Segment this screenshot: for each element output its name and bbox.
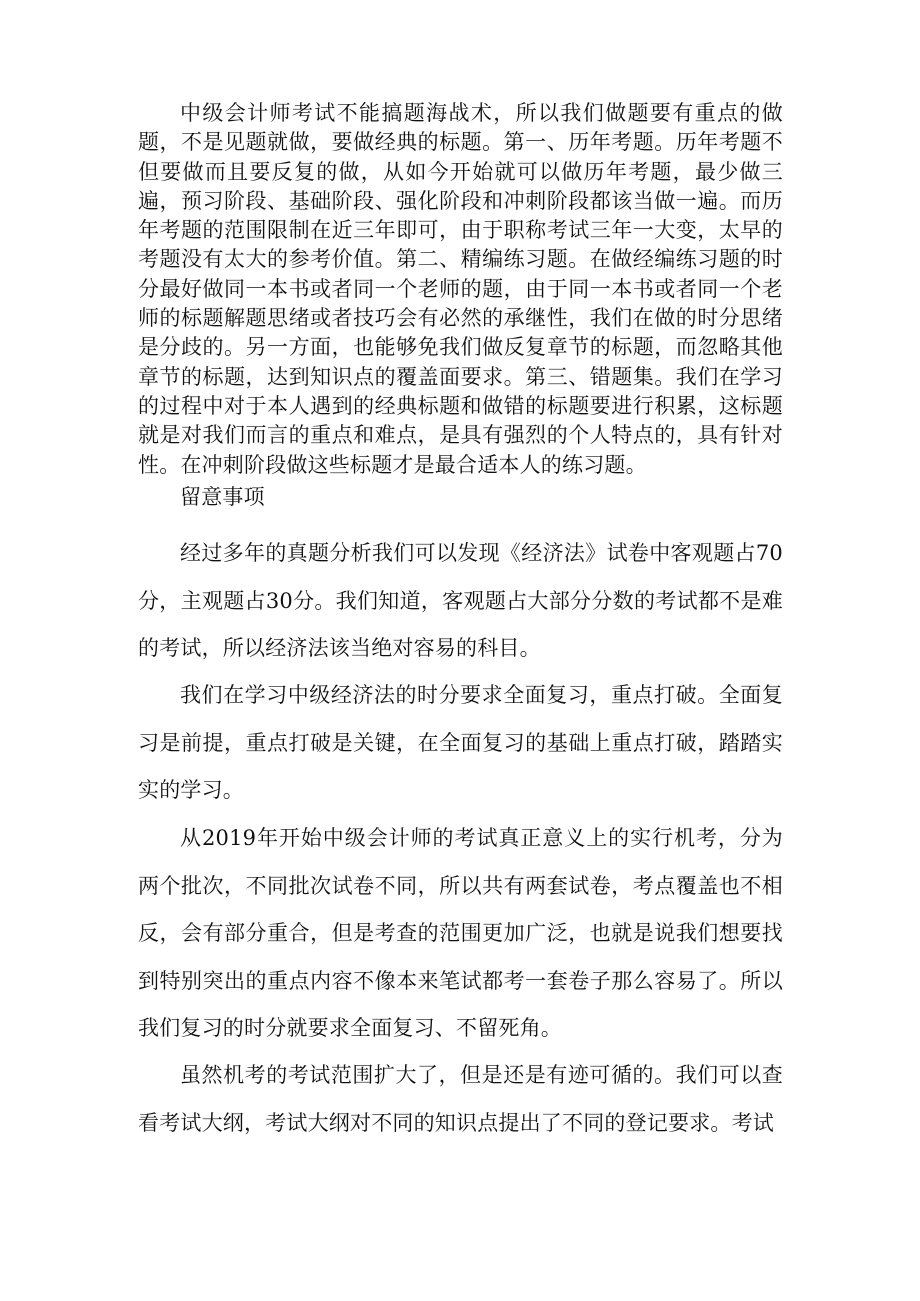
paragraph-computer-exam: 从2019年开始中级会计师的考试真正意义上的实行机考，分为两个批次，不同批次试卷不同，所以共有两套试卷，考点覆盖也不相反，会有部分重合，但是考查的范围更加广泛，也就是说我们想要找到特别突出的重点内容不像本来笔试都考一套卷子那么容易了。所以我们复习的时分就要求全面复习、不留死角。: [138, 826, 783, 1040]
paragraph-comprehensive-review: 我们在学习中级经济法的时分要求全面复习，重点打破。全面复习是前提，重点打破是关键，在全面复习的基础上重点打破，踏踏实实的学习。: [138, 683, 783, 802]
paragraph-exam-outline: 虽然机考的考试范围扩大了，但是还是有迹可循的。我们可以查看考试大纲，考试大纲对不同的知识点提出了不同的登记要求。考试: [138, 1063, 783, 1135]
paragraph-exam-strategy: 中级会计师考试不能搞题海战术，所以我们做题要有重点的做题，不是见题就做，要做经典的标题。第一、历年考题。历年考题不但要做而且要反复的做，从如今开始就可以做历年考题，最少做三遍，预习阶段、基础阶段、强化阶段和冲刺阶段都该当做一遍。而历年考题的范围限制在近三年即可，由于职称考试三年一大变，太早的考题没有太大的参考价值。第二、精编练习题。在做经编练习题的时分最好做同一本书或者同一个老师的题，由于同一本书或者同一个老师的标题解题思绪或者技巧会有必然的承继性，我们在做的时分思绪是分歧的。另一方面，也能够免我们做反复章节的标题，而忽略其他章节的标题，达到知识点的覆盖面要求。第三、错题集。我们在学习的过程中对于本人遇到的经典标题和做错的标题要进行积累，这标题就是对我们而言的重点和难点，是具有强烈的个人特点的，具有针对性。在冲刺阶段做这些标题才是最合适本人的练习题。: [138, 101, 783, 477]
section-heading-notes: 留意事项: [180, 485, 265, 509]
paragraph-exam-structure: 经过多年的真题分析我们可以发现《经济法》试卷中客观题占70分，主观题占30分。我们知道，客观题占大部分分数的考试都不是难的考试，所以经济法该当绝对容易的科目。: [138, 541, 783, 660]
